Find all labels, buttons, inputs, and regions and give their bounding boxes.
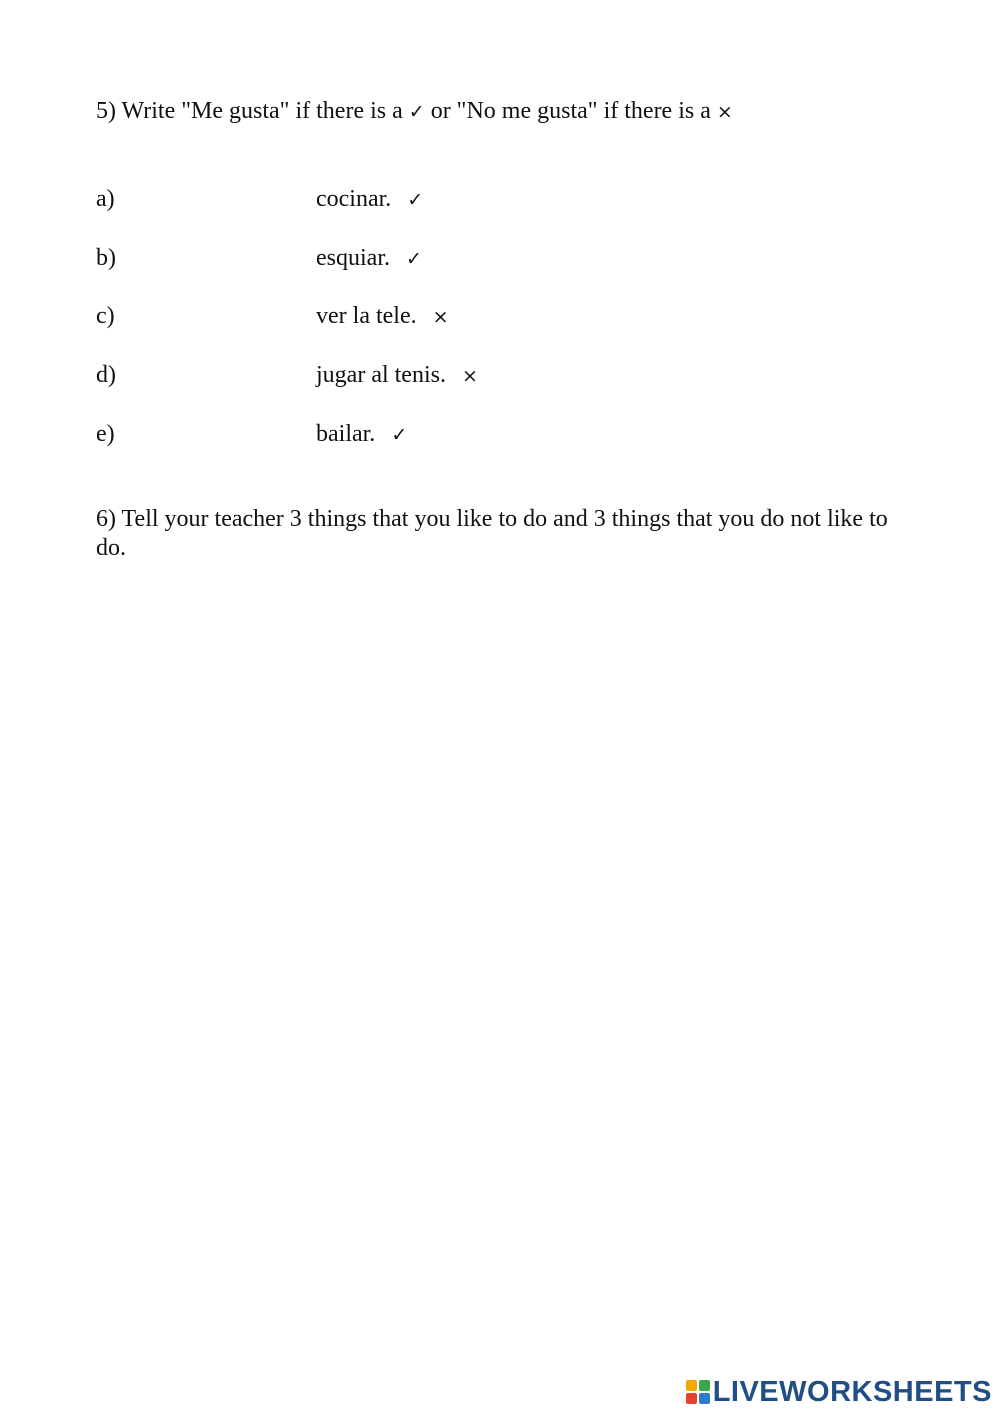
check-icon: ✓	[391, 424, 408, 446]
item-phrase-text: jugar al tenis.	[316, 362, 446, 388]
item-phrase	[316, 359, 478, 392]
item-phrase-text: cocinar.	[316, 186, 392, 212]
exercise-item-e	[96, 418, 696, 450]
item-phrase	[316, 418, 407, 451]
check-icon: ✓	[408, 101, 425, 123]
liveworksheets-logo	[686, 1377, 992, 1407]
cross-icon: ×	[461, 365, 478, 387]
question-5-instruction	[96, 95, 733, 128]
cross-icon: ×	[716, 101, 733, 123]
item-letter: d)	[96, 362, 116, 388]
exercise-item-c	[96, 300, 696, 332]
logo-tile	[699, 1393, 710, 1404]
exercise-item-a	[96, 183, 696, 215]
item-phrase-text: esquiar.	[316, 245, 390, 271]
liveworksheets-logo-icon	[686, 1380, 710, 1404]
item-phrase	[316, 242, 422, 275]
logo-tile	[686, 1380, 697, 1391]
item-phrase-text: bailar.	[316, 421, 376, 447]
exercise-item-d	[96, 359, 696, 391]
item-letter: e)	[96, 421, 115, 447]
question-5-middle: or "No me gusta" if there is a	[430, 98, 711, 124]
item-letter: c)	[96, 303, 115, 329]
check-icon: ✓	[407, 189, 424, 211]
item-phrase	[316, 183, 423, 216]
cross-icon: ×	[432, 306, 449, 328]
logo-tile	[699, 1380, 710, 1391]
exercise-item-b	[96, 242, 696, 274]
check-icon: ✓	[405, 248, 422, 270]
item-phrase	[316, 300, 449, 333]
item-letter: b)	[96, 245, 116, 271]
logo-text: LIVEWORKSHEETS	[712, 1375, 992, 1408]
item-letter: a)	[96, 186, 115, 212]
logo-tile	[686, 1393, 697, 1404]
question-5-prefix: 5) Write "Me gusta" if there is a	[96, 98, 403, 124]
item-phrase-text: ver la tele.	[316, 303, 417, 329]
question-6-instruction: 6) Tell your teacher 3 things that you like to do and 3 things that you do not like to do.	[96, 506, 888, 561]
